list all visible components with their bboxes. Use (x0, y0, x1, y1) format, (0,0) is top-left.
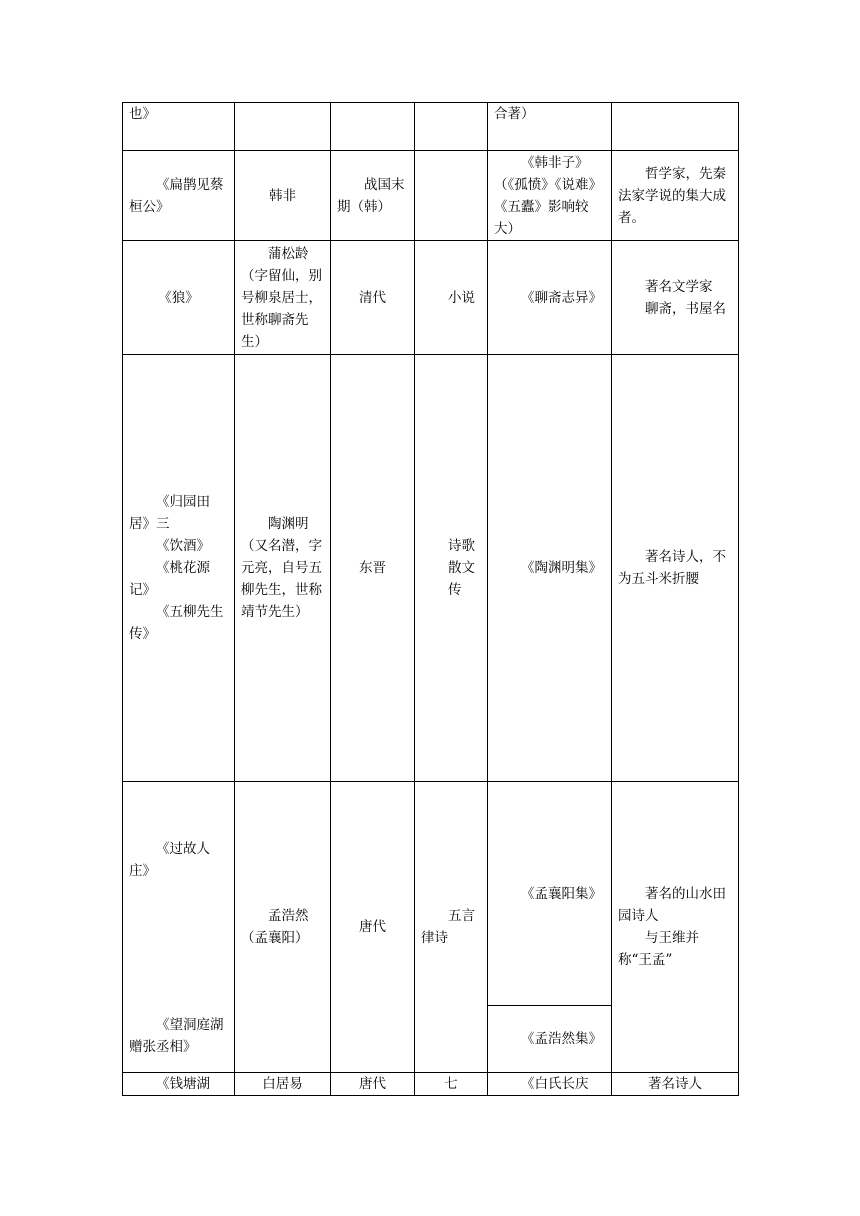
table-row (123, 782, 739, 1006)
table-row (123, 103, 739, 151)
table-row (123, 1073, 739, 1096)
author-cell: 白居易 (235, 1073, 331, 1096)
work-cell: 《过故人庄》 《望洞庭湖赠张丞相》 (123, 782, 235, 1073)
literature-table (122, 102, 739, 1096)
genre-cell: 七 (415, 1073, 488, 1096)
work-cell: 《扁鹊见蔡桓公》 (123, 151, 235, 241)
work-cell: 《狼》 (123, 241, 235, 355)
era-cell: 战国末期（韩） (331, 151, 415, 241)
collection-cell: 合著） (488, 103, 612, 151)
work-cell: 《归园田居》三 《饮酒》 《桃花源记》 《五柳先生传》 (123, 355, 235, 782)
genre-cell: 小说 (415, 241, 488, 355)
genre-cell: 五言律诗 (415, 782, 488, 1073)
era-cell: 唐代 (331, 1073, 415, 1096)
era-cell: 唐代 (331, 782, 415, 1073)
note-cell: 著名的山水田园诗人 与王维并称“王孟” (612, 782, 739, 1073)
author-cell: 孟浩然（孟襄阳） (235, 782, 331, 1073)
era-cell: 清代 (331, 241, 415, 355)
note-cell (612, 103, 739, 151)
collection-cell: 《白氏长庆 (488, 1073, 612, 1096)
collection-cell: 《聊斋志异》 (488, 241, 612, 355)
genre-cell (415, 151, 488, 241)
note-cell: 著名诗人，不为五斗米折腰 (612, 355, 739, 782)
work-cell: 《钱塘湖 (123, 1073, 235, 1096)
table-row (123, 355, 739, 782)
author-cell: 韩非 (235, 151, 331, 241)
table-row (123, 151, 739, 241)
era-cell (331, 103, 415, 151)
note-cell: 著名诗人 (612, 1073, 739, 1096)
table-row (123, 241, 739, 355)
genre-cell: 诗歌 散文 传 (415, 355, 488, 782)
collection-cell: 《孟襄阳集》 (488, 782, 612, 1006)
genre-cell (415, 103, 488, 151)
author-cell: 蒲松龄（字留仙，别号柳泉居士，世称聊斋先生） (235, 241, 331, 355)
collection-cell: 《孟浩然集》 (488, 1006, 612, 1073)
era-cell: 东晋 (331, 355, 415, 782)
note-cell: 著名文学家 聊斋，书屋名 (612, 241, 739, 355)
work-cell: 也》 (123, 103, 235, 151)
collection-cell: 《陶渊明集》 (488, 355, 612, 782)
author-cell (235, 103, 331, 151)
note-cell: 哲学家，先秦法家学说的集大成者。 (612, 151, 739, 241)
author-cell: 陶渊明（又名潜，字元亮，自号五柳先生，世称靖节先生） (235, 355, 331, 782)
collection-cell: 《韩非子》（《孤愤》《说难》《五蠹》影响较大） (488, 151, 612, 241)
